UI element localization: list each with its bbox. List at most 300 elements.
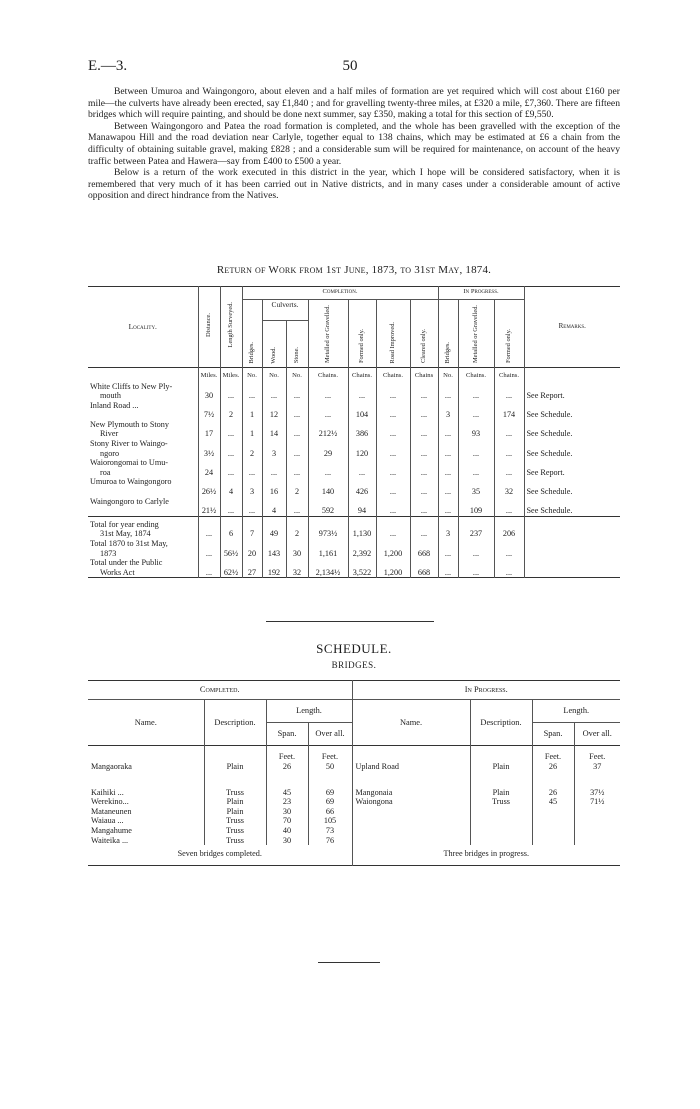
locality-row [88,420,620,439]
empty-cell [470,816,532,826]
feet-unit-cell: Feet. [308,746,352,762]
locality-cell [88,497,198,517]
bridge-description: Truss [470,797,532,807]
culverts-header: Culverts. [271,300,299,309]
bridge-overall: 69 [308,797,352,807]
value-cell: 56½ [220,539,242,558]
return-table-title: Return of Work from 1st June, 1873, to 31st May, 1874. [216,264,492,276]
value-cell: ... [308,382,348,401]
locality-cell [88,477,198,496]
bridge-row [88,762,620,772]
paragraph-2: Between Waingongoro and Patea the road formation is completed, and the whole has been gravelled with the exception of the Manawapou Hill and the road deviation near Carlyle, together equal to 138 chains, which may be estimated at £6 a chain from the difficulty of obtaining suitable gravel, making £828 ; and a considerable sum will be required for maintenance, on account of the heavy traffic between Patea and Hawera—say from £400 to £500 a year. [88,120,620,167]
value-cell: 20 [242,539,262,558]
remarks-cell: See Schedule. [524,420,620,439]
value-cell: 17 [198,420,220,439]
value-cell: ... [286,439,308,458]
value-cell: ... [438,558,458,578]
distance-header: Distance. [205,313,213,338]
value-cell: 93 [458,420,494,439]
value-cell: 2 [286,516,308,539]
bridge-span: 26 [532,771,574,797]
value-cell: 21½ [198,497,220,517]
value-cell: ... [410,477,438,496]
locality-cell [88,516,198,539]
value-cell: ... [410,401,438,420]
empty-cell [470,746,532,762]
unit-cell: Chains. [458,368,494,382]
bridge-span: 23 [266,797,308,807]
value-cell: 192 [262,558,286,578]
value-cell: 62½ [220,558,242,578]
value-cell: ... [410,382,438,401]
completion-header: Completion. [322,288,358,295]
value-cell: ... [220,458,242,477]
total-row [88,558,620,578]
bridge-span: 45 [532,797,574,807]
locality-line: Waiorongomai to Umu- [90,458,169,468]
bridge-row [88,826,620,836]
value-cell: ... [376,420,410,439]
value-cell: 32 [286,558,308,578]
locality-row [88,497,620,517]
ip-metalled-header: Metalled or Gravelled. [472,305,480,364]
empty-cell [470,826,532,836]
unit-cell: Chains [410,368,438,382]
total-row [88,539,620,558]
value-cell: 12 [262,401,286,420]
empty-cell [532,816,574,826]
span-header: Span. [532,723,574,746]
remarks-cell [524,516,620,539]
total-row [88,516,620,539]
remarks-cell: See Schedule. [524,439,620,458]
value-cell: ... [242,497,262,517]
value-cell: ... [458,558,494,578]
remarks-header: Remarks. [558,322,586,331]
stone-header: Stone. [293,347,301,364]
bridge-overall: 69 [308,771,352,797]
value-cell: 1,200 [376,539,410,558]
bridge-span: 45 [266,771,308,797]
bridge-name: Mataneunen [91,806,132,816]
empty-cell [532,836,574,846]
locality-line: Waingongoro to Carlyle [90,496,169,506]
unit-cell: Miles. [198,368,220,382]
value-cell: 3 [262,439,286,458]
unit-cell: Chains. [376,368,410,382]
locality-cell [88,458,198,477]
value-cell: 35 [458,477,494,496]
bridge-span: 26 [532,762,574,772]
bridge-description: Truss [204,771,266,797]
value-cell: ... [376,382,410,401]
value-cell: 143 [262,539,286,558]
value-cell: 2,134½ [308,558,348,578]
locality-row [88,401,620,420]
bridge-description: Plain [204,797,266,807]
bridge-overall: 76 [308,836,352,846]
empty-cell [574,816,620,826]
bridge-name: Upland Road [352,762,470,772]
bridge-description: Plain [204,762,266,772]
value-cell: 1,130 [348,516,376,539]
locality-line [90,410,100,419]
value-cell: ... [286,497,308,517]
feet-unit-cell: Feet. [532,746,574,762]
bridge-description: Plain [204,807,266,817]
value-cell: ... [348,382,376,401]
bridges-schedule-table [88,680,620,866]
in-progress-bridges-header: In Progress. [464,685,508,695]
value-cell: ... [458,401,494,420]
empty-cell [532,807,574,817]
locality-line: Umuroa to Waingongoro [90,477,172,487]
value-cell: 3 [242,477,262,496]
unit-cell: No. [438,368,458,382]
locality-cell [88,439,198,458]
bridge-span: 30 [266,807,308,817]
value-cell: 3 [438,516,458,539]
bridge-name: Waiteika ... [91,835,129,845]
value-cell: 3 [438,401,458,420]
value-cell: ... [494,439,524,458]
value-cell: 2 [286,477,308,496]
bridge-row [88,836,620,846]
value-cell: 2 [242,439,262,458]
span-header: Span. [266,723,308,746]
locality-cell [88,558,198,578]
bridge-name: Kaihiki ... [91,787,124,797]
remarks-cell: See Report. [524,458,620,477]
end-divider [318,962,380,963]
bridge-overall: 50 [308,762,352,772]
bridge-description: Truss [204,826,266,836]
value-cell: 26½ [198,477,220,496]
empty-cell [88,746,204,762]
bridge-row [88,797,620,807]
locality-cell [88,420,198,439]
road-improved-header: Road Improved. [389,321,397,364]
wood-header: Wood. [270,346,278,364]
bridge-row [88,807,620,817]
value-cell: ... [376,458,410,477]
locality-cell [88,539,198,558]
units-row [88,368,620,382]
page-number: 50 [342,58,358,74]
value-cell: ... [198,516,220,539]
description-header: Description. [204,700,266,746]
paragraph-1: Between Umuroa and Waingongoro, about eleven and a half miles of formation are yet required which will cost about £160 per mile—the culverts have already been erected, say £1,840 ; and for gravelling twenty-three miles, at £320 a mile, £7,360. There are fifteen bridges which will require painting, and should be done next summer, say £350, making a total for this section of £9,550. [88,86,620,121]
overall-header: Over all. [308,723,352,746]
value-cell: ... [438,382,458,401]
body-text [88,86,620,202]
unit-cell: No. [242,368,262,382]
value-cell: ... [220,420,242,439]
bridge-span: 26 [266,762,308,772]
value-cell: ... [458,439,494,458]
bridge-overall: 73 [308,826,352,836]
feet-units-row [88,746,620,762]
value-cell: 4 [220,477,242,496]
metalled-header: Metalled or Gravelled. [324,305,332,364]
value-cell: 1 [242,420,262,439]
bridge-row [88,771,620,797]
value-cell: ... [376,477,410,496]
locality-cell [88,401,198,420]
value-cell: 4 [262,497,286,517]
value-cell: ... [286,458,308,477]
value-cell: 386 [348,420,376,439]
empty-cell [352,746,470,762]
locality-line: White Cliffs to New Ply- [90,381,173,391]
unit-cell: No. [262,368,286,382]
locality-row [88,382,620,401]
locality-line: River [100,429,119,439]
value-cell: ... [308,458,348,477]
locality-cell [88,382,198,401]
value-cell: 109 [458,497,494,517]
locality-line: Total 1870 to 31st May, [90,539,168,548]
locality-line [90,487,100,496]
bridge-overall: 37 [574,762,620,772]
unit-cell: Chains. [348,368,376,382]
bridge-span: 70 [266,816,308,826]
bridge-description: Truss [204,816,266,826]
locality-row [88,477,620,496]
remarks-cell: See Schedule. [524,477,620,496]
value-cell: ... [410,420,438,439]
ip-formed-only-header: Formed only. [505,329,513,364]
value-cell: ... [286,420,308,439]
value-cell: ... [348,458,376,477]
value-cell: 30 [198,382,220,401]
value-cell: 49 [262,516,286,539]
locality-line: ngoro [100,448,120,458]
value-cell: 14 [262,420,286,439]
unit-cell: Chains. [308,368,348,382]
value-cell: ... [438,477,458,496]
value-cell: 6 [220,516,242,539]
value-cell: 426 [348,477,376,496]
completed-total: Seven bridges completed. [177,849,262,859]
value-cell: ... [376,497,410,517]
value-cell: ... [438,497,458,517]
remarks-cell [524,539,620,558]
value-cell: ... [198,558,220,578]
bridge-overall: 66 [308,807,352,817]
bridge-description: Truss [204,836,266,846]
schedule-subtitle: BRIDGES. [331,660,377,670]
value-cell: 104 [348,401,376,420]
empty-cell [470,836,532,846]
value-cell: 94 [348,497,376,517]
value-cell: 140 [308,477,348,496]
value-cell: ... [438,439,458,458]
value-cell: 120 [348,439,376,458]
schedule-title: SCHEDULE. [316,641,392,656]
bridges-header: Bridges. [248,341,256,364]
in-progress-total: Three bridges in progress. [352,845,620,865]
bridge-overall: 71½ [574,797,620,807]
value-cell: 174 [494,401,524,420]
value-cell: 212½ [308,420,348,439]
value-cell: 16 [262,477,286,496]
value-cell: ... [242,382,262,401]
value-cell: 1,161 [308,539,348,558]
cleared-only-header: Cleared only. [420,329,428,364]
bridge-name: Mangonaia [352,771,470,797]
empty-cell [352,826,470,836]
value-cell: ... [410,439,438,458]
feet-unit-cell: Feet. [574,746,620,762]
value-cell: ... [410,516,438,539]
empty-cell [574,807,620,817]
value-cell: ... [458,458,494,477]
unit-cell: No. [286,368,308,382]
remarks-cell: See Report. [524,382,620,401]
value-cell: 3½ [198,439,220,458]
schedule-totals-row [88,845,620,865]
paragraph-3: Below is a return of the work executed in this district in the year, which I hope will be considered satisfactory, when it is remembered that very much of it has been carried out in Native districts, and in many cases under a considerable amount of active opposition and direct hindrance from the Natives. [88,167,620,202]
empty-cell [204,746,266,762]
value-cell: ... [376,439,410,458]
value-cell: ... [262,458,286,477]
formed-only-header: Formed only. [358,329,366,364]
locality-line: New Plymouth to Stony [90,419,169,429]
bridge-row [88,816,620,826]
bridge-description: Plain [470,762,532,772]
bridge-span: 40 [266,826,308,836]
value-cell: ... [410,458,438,477]
value-cell: 24 [198,458,220,477]
bridge-description: Plain [470,771,532,797]
unit-cell: Chains. [494,368,524,382]
remarks-cell [524,558,620,578]
locality-line: Stony River to Waingo- [90,439,168,449]
value-cell: 668 [410,558,438,578]
document-reference: E.—3. [88,58,128,74]
empty-cell [532,826,574,836]
value-cell: 27 [242,558,262,578]
length-header: Length. [266,700,352,723]
value-cell: ... [286,401,308,420]
completed-header: Completed. [199,685,240,695]
value-cell: ... [494,558,524,578]
value-cell: ... [308,401,348,420]
locality-line: Total for year ending [90,519,159,529]
ip-bridges-header: Bridges. [444,341,452,364]
value-cell: ... [438,458,458,477]
value-cell: ... [494,458,524,477]
value-cell: 1 [242,401,262,420]
value-cell: ... [494,539,524,558]
bridge-name: Waiaua ... [91,816,124,826]
value-cell: ... [262,382,286,401]
in-progress-header: In Progress. [463,288,499,295]
value-cell: ... [220,497,242,517]
value-cell: ... [220,382,242,401]
locality-line [90,506,100,515]
locality-line: mouth [100,391,121,401]
value-cell: 2 [220,401,242,420]
value-cell: ... [438,539,458,558]
name-header: Name. [134,717,157,727]
empty-cell [352,836,470,846]
value-cell: 32 [494,477,524,496]
length-surveyed-header: Length Surveyed. [227,302,235,348]
value-cell: ... [458,539,494,558]
empty-cell [574,826,620,836]
value-cell: 2,392 [348,539,376,558]
locality-header: Locality. [128,321,157,331]
bridge-name: Mangaoraka [91,761,132,771]
bridge-name: Werekino... [91,797,129,807]
name-header: Name. [352,700,470,746]
return-of-work-table [88,286,620,578]
locality-row [88,458,620,477]
empty-cell [352,816,470,826]
bridge-name: Waiongona [352,797,470,807]
value-cell: ... [494,497,524,517]
value-cell: 237 [458,516,494,539]
value-cell: 1,200 [376,558,410,578]
value-cell: ... [198,539,220,558]
value-cell: 3,522 [348,558,376,578]
remarks-cell: See Schedule. [524,401,620,420]
value-cell: ... [438,420,458,439]
value-cell: 668 [410,539,438,558]
empty-cell [470,807,532,817]
locality-line: 31st May, 1874 [100,529,151,539]
feet-unit-cell: Feet. [266,746,308,762]
overall-header: Over all. [574,723,620,746]
value-cell: ... [410,497,438,517]
locality-line: Total under the Public [90,558,163,568]
empty-cell [352,807,470,817]
empty-cell [574,836,620,846]
value-cell: ... [376,516,410,539]
bridge-span: 30 [266,836,308,846]
locality-row [88,439,620,458]
locality-line: Inland Road ... [90,400,139,410]
bridge-overall: 105 [308,816,352,826]
locality-line: Works Act [100,567,135,577]
value-cell: ... [286,382,308,401]
section-divider [266,621,434,622]
value-cell: 30 [286,539,308,558]
bridge-name: Mangahume [91,825,132,835]
value-cell: ... [242,458,262,477]
length-header: Length. [532,700,620,723]
value-cell: 29 [308,439,348,458]
value-cell: 973½ [308,516,348,539]
value-cell: ... [220,439,242,458]
value-cell: 7½ [198,401,220,420]
value-cell: 7 [242,516,262,539]
locality-line: 1873 [100,548,117,558]
value-cell: ... [458,382,494,401]
locality-line: roa [100,467,111,477]
description-header: Description. [470,700,532,746]
remarks-cell: See Schedule. [524,497,620,517]
unit-cell: Miles. [220,368,242,382]
value-cell: ... [494,420,524,439]
value-cell: 206 [494,516,524,539]
bridge-overall: 37½ [574,771,620,797]
value-cell: 592 [308,497,348,517]
value-cell: ... [376,401,410,420]
value-cell: ... [494,382,524,401]
